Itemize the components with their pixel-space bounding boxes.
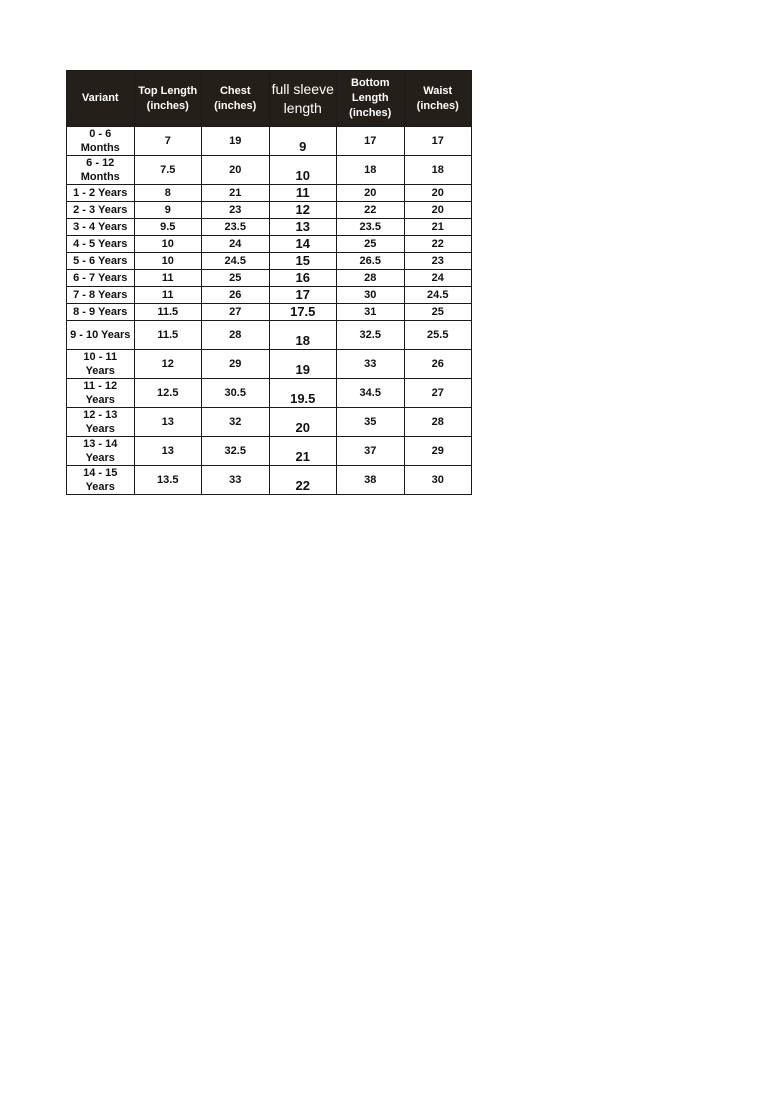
cell-top-length: 10 <box>134 253 202 270</box>
cell-top-length: 12.5 <box>134 379 202 408</box>
header-bottom-length: Bottom Length (inches) <box>337 71 405 127</box>
cell-waist: 27 <box>404 379 472 408</box>
cell-top-length: 13 <box>134 437 202 466</box>
cell-chest: 20 <box>202 156 270 185</box>
cell-waist: 30 <box>404 466 472 495</box>
cell-chest: 23 <box>202 202 270 219</box>
cell-full-sleeve-length: 19 <box>269 350 337 379</box>
cell-full-sleeve-length: 22 <box>269 466 337 495</box>
cell-bottom-length: 28 <box>337 270 405 287</box>
cell-variant: 9 - 10 Years <box>67 321 135 350</box>
cell-bottom-length: 35 <box>337 408 405 437</box>
table-row <box>67 466 472 495</box>
cell-bottom-length: 23.5 <box>337 219 405 236</box>
cell-full-sleeve-length: 19.5 <box>269 379 337 408</box>
header-waist: Waist (inches) <box>404 71 472 127</box>
cell-top-length: 13 <box>134 408 202 437</box>
cell-top-length: 9 <box>134 202 202 219</box>
cell-top-length: 13.5 <box>134 466 202 495</box>
cell-waist: 22 <box>404 236 472 253</box>
table-row <box>67 253 472 270</box>
cell-top-length: 10 <box>134 236 202 253</box>
table-row <box>67 321 472 350</box>
cell-variant: 13 - 14 Years <box>67 437 135 466</box>
cell-chest: 30.5 <box>202 379 270 408</box>
cell-top-length: 12 <box>134 350 202 379</box>
cell-chest: 32.5 <box>202 437 270 466</box>
header-variant: Variant <box>67 71 135 127</box>
cell-bottom-length: 18 <box>337 156 405 185</box>
cell-variant: 0 - 6 Months <box>67 127 135 156</box>
cell-chest: 24.5 <box>202 253 270 270</box>
cell-waist: 18 <box>404 156 472 185</box>
cell-waist: 23 <box>404 253 472 270</box>
table-row <box>67 127 472 156</box>
cell-chest: 28 <box>202 321 270 350</box>
table-row <box>67 304 472 321</box>
cell-bottom-length: 25 <box>337 236 405 253</box>
cell-variant: 1 - 2 Years <box>67 185 135 202</box>
table-row <box>67 270 472 287</box>
cell-bottom-length: 38 <box>337 466 405 495</box>
table-row <box>67 350 472 379</box>
cell-chest: 23.5 <box>202 219 270 236</box>
cell-bottom-length: 30 <box>337 287 405 304</box>
cell-full-sleeve-length: 14 <box>269 236 337 253</box>
cell-chest: 25 <box>202 270 270 287</box>
cell-chest: 26 <box>202 287 270 304</box>
cell-waist: 28 <box>404 408 472 437</box>
cell-full-sleeve-length: 17.5 <box>269 304 337 321</box>
cell-full-sleeve-length: 17 <box>269 287 337 304</box>
table-row <box>67 202 472 219</box>
cell-bottom-length: 20 <box>337 185 405 202</box>
table-row <box>67 219 472 236</box>
cell-top-length: 11 <box>134 287 202 304</box>
cell-bottom-length: 32.5 <box>337 321 405 350</box>
cell-bottom-length: 37 <box>337 437 405 466</box>
cell-waist: 26 <box>404 350 472 379</box>
cell-bottom-length: 26.5 <box>337 253 405 270</box>
cell-top-length: 11.5 <box>134 304 202 321</box>
cell-waist: 29 <box>404 437 472 466</box>
cell-waist: 24.5 <box>404 287 472 304</box>
cell-waist: 24 <box>404 270 472 287</box>
cell-chest: 29 <box>202 350 270 379</box>
cell-variant: 12 - 13 Years <box>67 408 135 437</box>
cell-full-sleeve-length: 11 <box>269 185 337 202</box>
header-full-sleeve-length: full sleeve length <box>269 71 337 127</box>
cell-bottom-length: 22 <box>337 202 405 219</box>
cell-chest: 21 <box>202 185 270 202</box>
table-header <box>67 71 472 127</box>
cell-waist: 25.5 <box>404 321 472 350</box>
cell-bottom-length: 17 <box>337 127 405 156</box>
cell-chest: 32 <box>202 408 270 437</box>
table-row <box>67 236 472 253</box>
cell-top-length: 11 <box>134 270 202 287</box>
cell-variant: 14 - 15 Years <box>67 466 135 495</box>
cell-top-length: 7 <box>134 127 202 156</box>
cell-variant: 6 - 7 Years <box>67 270 135 287</box>
cell-full-sleeve-length: 20 <box>269 408 337 437</box>
cell-top-length: 7.5 <box>134 156 202 185</box>
table-row <box>67 156 472 185</box>
cell-bottom-length: 33 <box>337 350 405 379</box>
cell-waist: 25 <box>404 304 472 321</box>
cell-variant: 5 - 6 Years <box>67 253 135 270</box>
cell-waist: 21 <box>404 219 472 236</box>
cell-waist: 20 <box>404 202 472 219</box>
cell-chest: 24 <box>202 236 270 253</box>
cell-full-sleeve-length: 9 <box>269 127 337 156</box>
cell-chest: 33 <box>202 466 270 495</box>
cell-top-length: 11.5 <box>134 321 202 350</box>
cell-full-sleeve-length: 10 <box>269 156 337 185</box>
cell-bottom-length: 31 <box>337 304 405 321</box>
cell-full-sleeve-length: 13 <box>269 219 337 236</box>
cell-variant: 11 - 12 Years <box>67 379 135 408</box>
cell-variant: 8 - 9 Years <box>67 304 135 321</box>
cell-full-sleeve-length: 18 <box>269 321 337 350</box>
cell-variant: 7 - 8 Years <box>67 287 135 304</box>
cell-waist: 17 <box>404 127 472 156</box>
table-row <box>67 185 472 202</box>
cell-variant: 4 - 5 Years <box>67 236 135 253</box>
table-body <box>67 127 472 495</box>
size-chart-table <box>66 70 472 495</box>
cell-chest: 19 <box>202 127 270 156</box>
cell-top-length: 8 <box>134 185 202 202</box>
cell-waist: 20 <box>404 185 472 202</box>
header-row <box>67 71 472 127</box>
cell-variant: 10 - 11 Years <box>67 350 135 379</box>
cell-variant: 3 - 4 Years <box>67 219 135 236</box>
table-row <box>67 287 472 304</box>
cell-full-sleeve-length: 16 <box>269 270 337 287</box>
cell-full-sleeve-length: 15 <box>269 253 337 270</box>
header-top-length: Top Length (inches) <box>134 71 202 127</box>
table-row <box>67 437 472 466</box>
header-chest: Chest (inches) <box>202 71 270 127</box>
cell-chest: 27 <box>202 304 270 321</box>
cell-full-sleeve-length: 12 <box>269 202 337 219</box>
cell-bottom-length: 34.5 <box>337 379 405 408</box>
cell-full-sleeve-length: 21 <box>269 437 337 466</box>
cell-top-length: 9.5 <box>134 219 202 236</box>
cell-variant: 6 - 12 Months <box>67 156 135 185</box>
table-row <box>67 408 472 437</box>
table-row <box>67 379 472 408</box>
cell-variant: 2 - 3 Years <box>67 202 135 219</box>
